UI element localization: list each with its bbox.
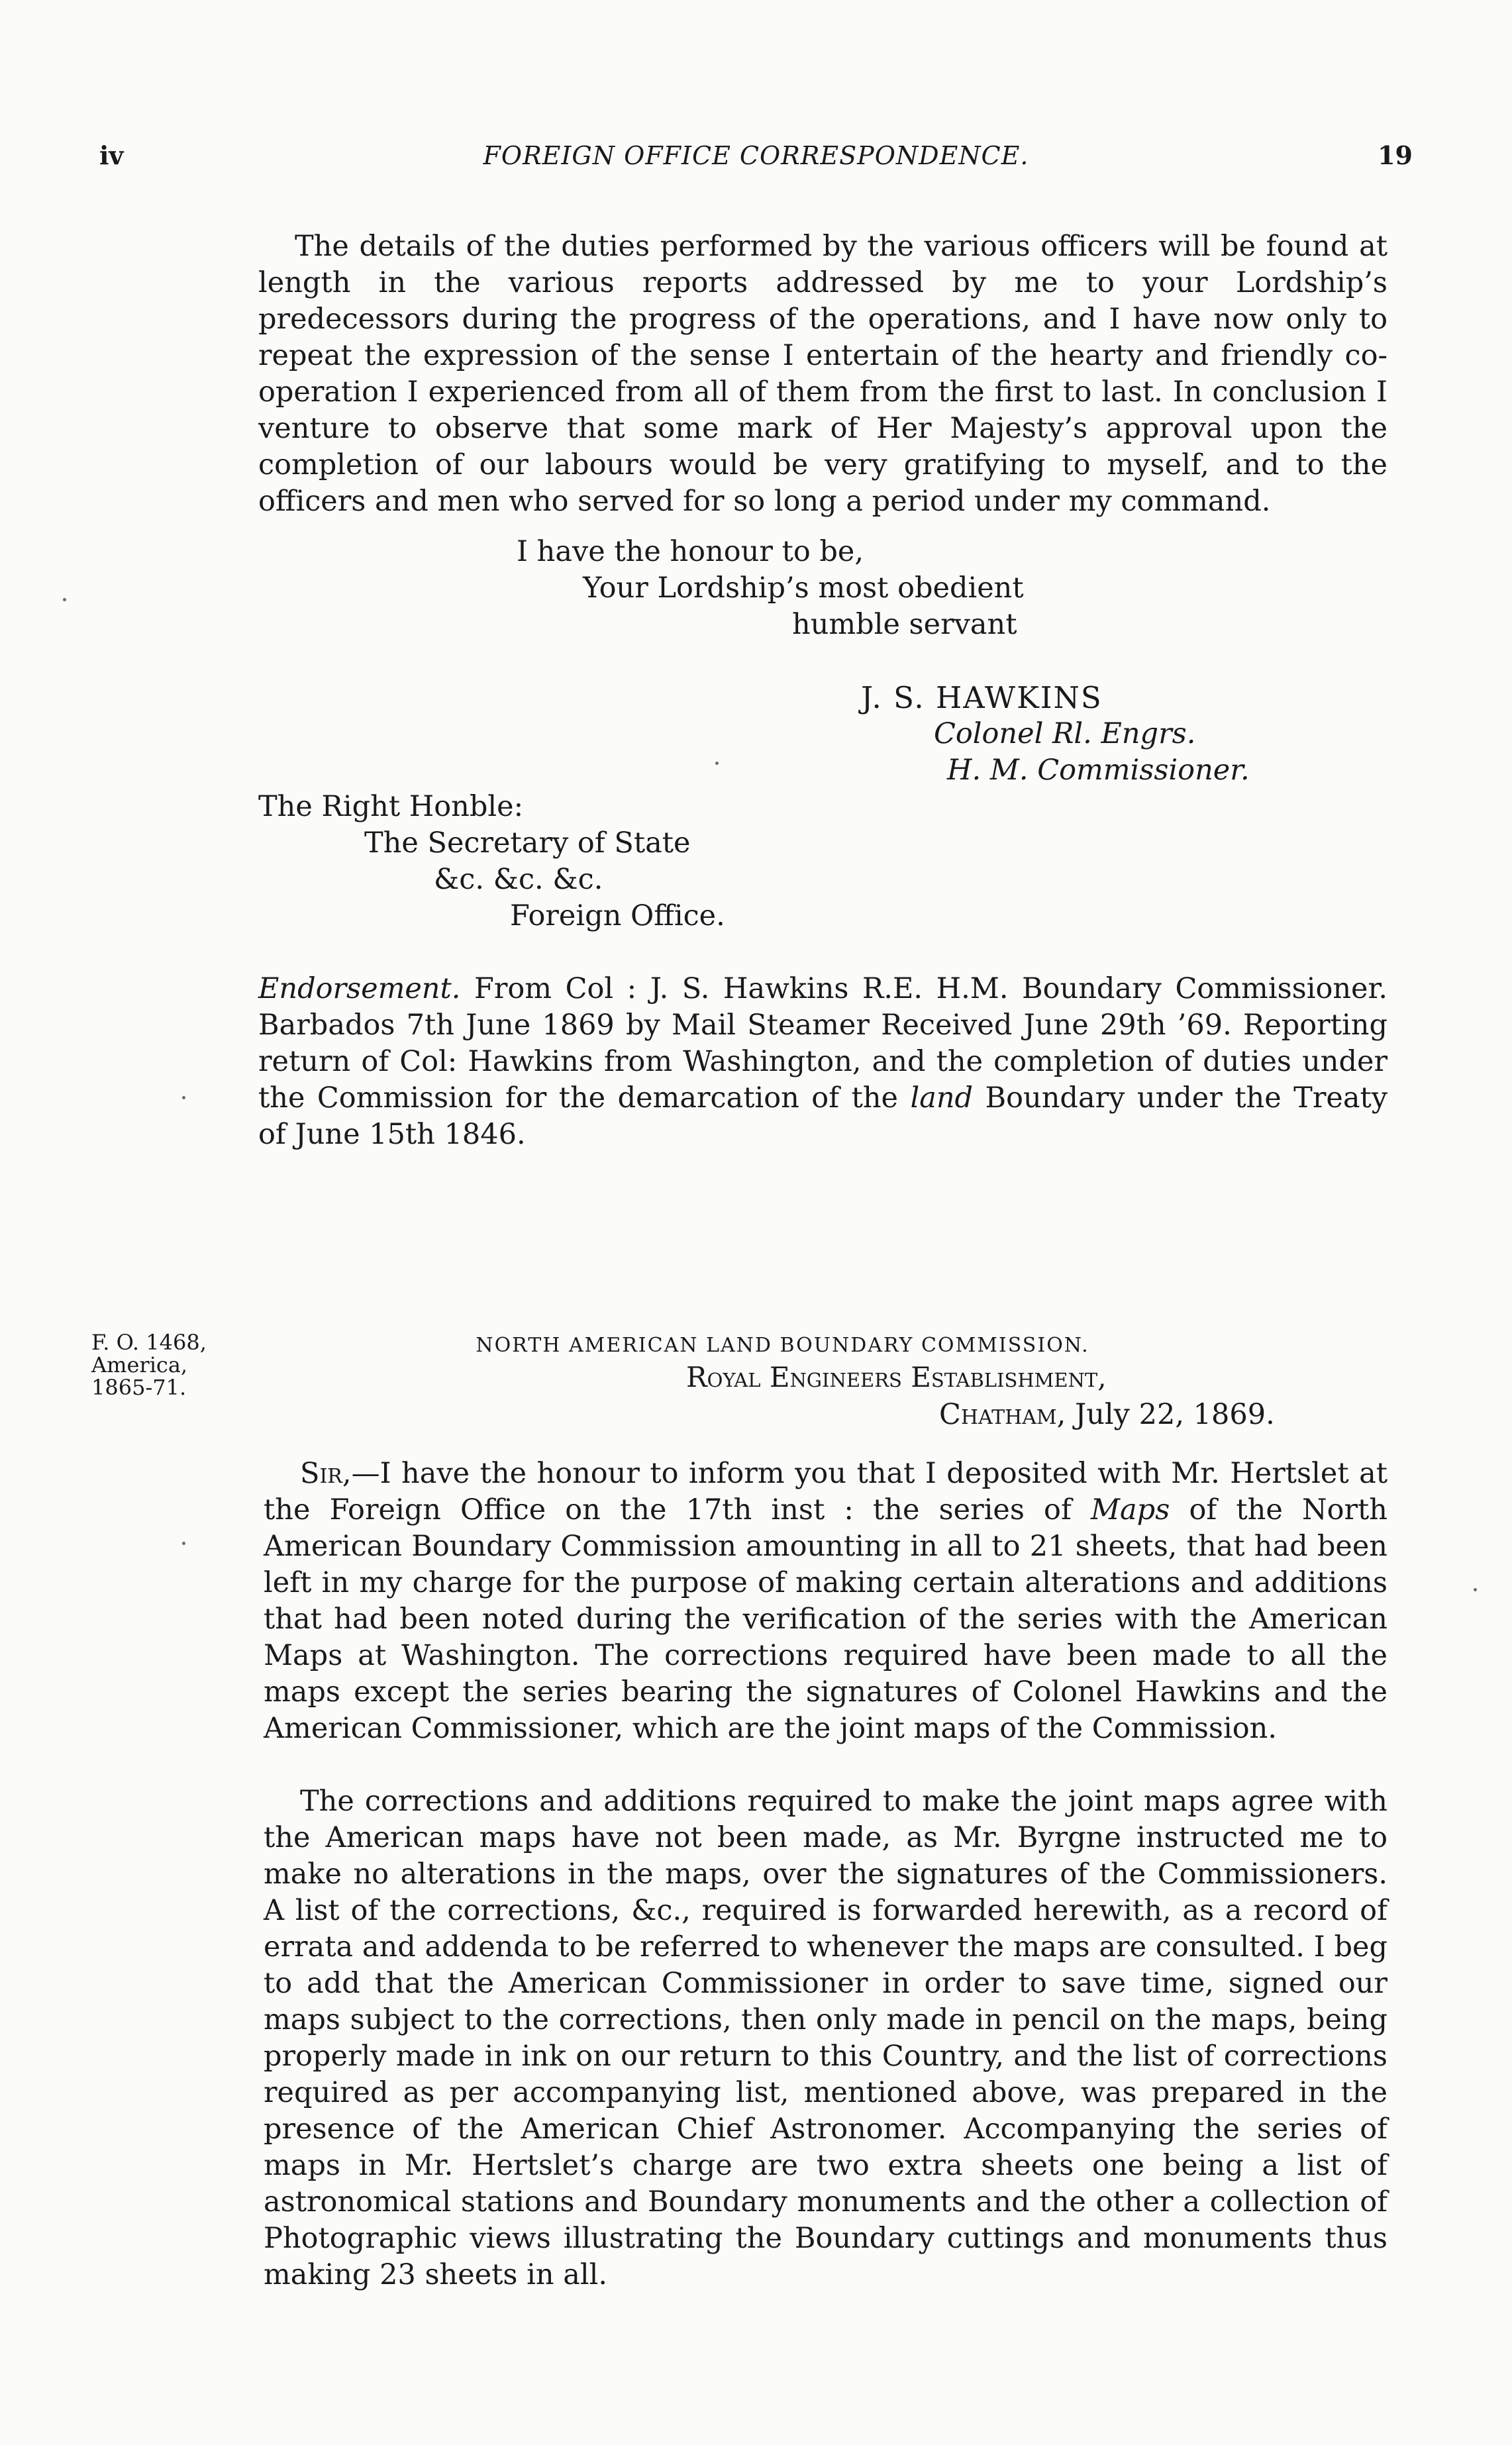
endorsement (258, 971, 1387, 1153)
speck (63, 598, 66, 601)
endorsement-land: land (910, 1081, 974, 1115)
address-line-4: Foreign Office. (510, 899, 725, 932)
letter2-salutation: Sir, (300, 1457, 352, 1490)
letter2-paragraph-1 (264, 1456, 1387, 1747)
speck (182, 1096, 185, 1099)
signature-name: J. S. HAWKINS (861, 680, 1103, 715)
signature-rank: Colonel Rl. Engrs. (934, 717, 1196, 750)
letter1-body: The details of the duties performed by the various officers will be found at length in the various reports addressed by me to your Lordship’s predecessors during the progress of the operations, and I have now only to repeat the expression of the sense I entertain of the hearty and friendly co-operation I experienced from all of them from the first to last. In conclusion I venture to observe that some mark of Her Majesty’s approval upon the completion of our labours would be very gratifying to myself, and to the officers and men who served for so long a period under my command. (258, 230, 1387, 518)
letter2-para1-maps: Maps (1091, 1493, 1170, 1526)
closing-line-1: I have the honour to be, (517, 535, 864, 568)
closing-line-3: humble servant (792, 608, 1017, 641)
letter2-paragraph-2: The corrections and additions required to make the joint maps agree with the American maps have not been made, as Mr. Byrgne instructed me to make no alterations in the maps, over the signatures of the Commissioners. A list of the corrections, &c., required is forwarded herewith, as a record of errata and addenda to be referred to whenever the maps are consulted. I beg to add that the American Commissioner in order to save time, signed our maps subject to the corrections, then only made in pencil on the maps, being properly made in ink on our return to this Country, and the list of corrections required as per accompanying list, mentioned above, was prepared in the presence of the American Chief Astronomer. Accompanying the series of maps in Mr. Hertslet’s charge are two extra sheets one being a list of astronomical stations and Boundary monuments and the other a collection of Photographic views illustrating the Boundary cuttings and monuments thus making 23 sheets in all. (264, 1785, 1387, 2291)
margin-line-1: F. O. 1468, (91, 1330, 207, 1355)
address-line-3: &c. &c. &c. (434, 863, 603, 896)
address-line-2: The Secretary of State (364, 826, 691, 860)
section-marker: iv (99, 140, 124, 170)
letter2-para1-a: —I have the honour to inform you that I deposited with Mr. Hertslet at the Foreign Office on the 17th inst : the series of (264, 1457, 1387, 1526)
endorsement-label: Endorsement. (258, 972, 461, 1005)
signature-office: H. M. Commissioner. (947, 754, 1250, 787)
letter2-establishment: Royal Engineers Establishment, (686, 1361, 1107, 1393)
address-line-1: The Right Honble: (258, 790, 524, 823)
running-head (99, 136, 1413, 175)
page-number: 19 (1378, 140, 1413, 170)
margin-line-2: America, (91, 1352, 188, 1377)
letter2-place-date (939, 1396, 1275, 1433)
letter2-place: Chatham, (939, 1398, 1066, 1431)
margin-line-3: 1865-71. (91, 1375, 187, 1400)
endorsement-text-2: Boundary under the Treaty of June 15th 1846. (258, 1081, 1388, 1151)
letter2-date: July 22, 1869. (1074, 1398, 1275, 1431)
speck (715, 762, 719, 765)
letter2-heading: NORTH AMERICAN LAND BOUNDARY COMMISSION. (476, 1334, 1089, 1357)
letter2-para1-b: of the North American Boundary Commission amounting in all to 21 sheets, that had been left in my charge for the purpose of making certain alterations and additions that had been noted during the verification of the series with the American Maps at Washington. The corrections required have been made to all the maps except the series bearing the signatures of Colonel Hawkins and the American Commissioner, which are the joint maps of the Commission. (264, 1493, 1387, 1745)
endorsement-text-1: From Col : J. S. Hawkins R.E. H.M. Boundary Commissioner. Barbados 7th June 1869 by Mail Steamer Received June 29th ’69. Reporting return of Col: Hawkins from Washington, and the completion of duties under the Commission for the demarcation of the (258, 972, 1387, 1115)
speck (182, 1542, 185, 1545)
speck (1474, 1588, 1477, 1591)
running-title: FOREIGN OFFICE CORRESPONDENCE. (483, 141, 1029, 170)
closing-line-2: Your Lordship’s most obedient (583, 572, 1024, 605)
